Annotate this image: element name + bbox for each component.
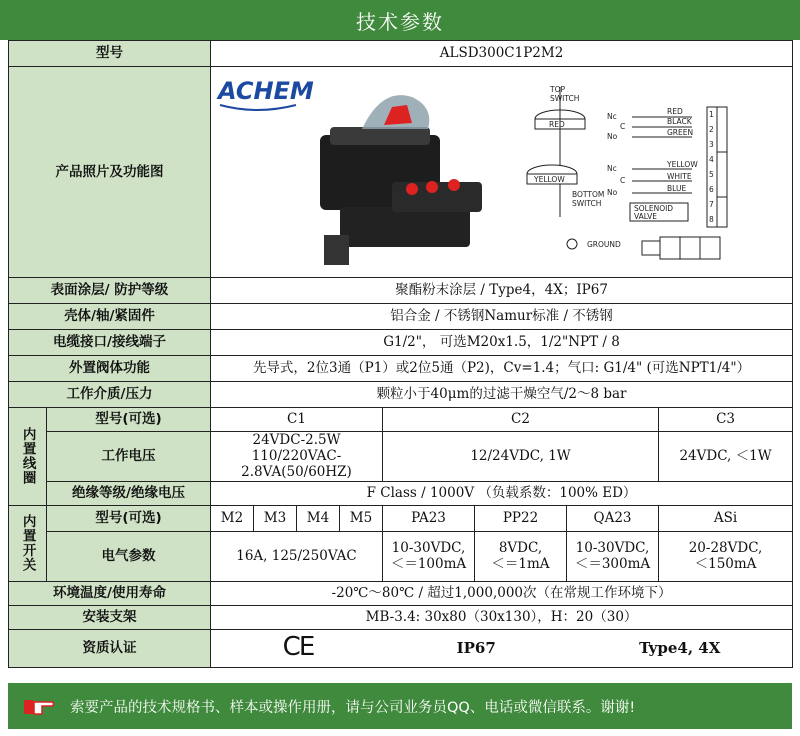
switch-model-m5: M5 xyxy=(340,505,383,531)
svg-text:BLACK: BLACK xyxy=(666,117,692,127)
insulation-label: 绝缘等级/绝缘电压 xyxy=(47,481,211,505)
svg-text:5: 5 xyxy=(708,170,714,180)
product-photo xyxy=(320,95,482,265)
svg-text:Nc: Nc xyxy=(606,112,617,122)
medium-value: 颗粒小于40μm的过滤干燥空气/2～8 bar xyxy=(211,382,793,408)
svg-text:YELLOW: YELLOW xyxy=(666,160,698,170)
svg-text:BLUE: BLUE xyxy=(666,184,686,194)
coil-voltage-c2: 12/24VDC, 1W xyxy=(383,432,659,482)
coil-voltage-c1: 24VDC-2.5W 110/220VAC-2.8VA(50/60HZ) xyxy=(211,432,383,482)
coil-voltage-c3: 24VDC, ＜1W xyxy=(659,432,793,482)
env-label: 环境温度/使用寿命 xyxy=(9,581,211,605)
insulation-value: F Class / 1000V （负载系数：100% ED） xyxy=(211,481,793,505)
medium-label: 工作介质/压力 xyxy=(9,382,211,408)
switch-group-label: 内置开关 xyxy=(9,505,47,581)
svg-text:BOTTOM: BOTTOM xyxy=(571,190,604,200)
coating-value: 聚酯粉末涂层 / Type4，4X；IP67 xyxy=(211,278,793,304)
svg-text:SWITCH: SWITCH xyxy=(571,199,601,209)
photo-label: 产品照片及功能图 xyxy=(9,67,211,278)
switch-model-pp22: PP22 xyxy=(475,505,567,531)
switch-model-m3: M3 xyxy=(254,505,297,531)
switch-model-pa23: PA23 xyxy=(383,505,475,531)
switch-model-label: 型号(可选) xyxy=(47,505,211,531)
shell-label: 壳体/轴/紧固件 xyxy=(9,304,211,330)
svg-text:WHITE: WHITE xyxy=(666,172,692,182)
spec-table xyxy=(8,40,793,668)
coating-label: 表面涂层/ 防护等级 xyxy=(9,278,211,304)
wiring-diagram xyxy=(527,85,727,259)
valve-label: 外置阀体功能 xyxy=(9,356,211,382)
footer-bar xyxy=(8,683,792,729)
svg-text:6: 6 xyxy=(708,185,714,195)
product-photo-and-diagram xyxy=(211,67,793,278)
svg-text:8: 8 xyxy=(708,215,714,225)
switch-model-m2: M2 xyxy=(211,505,254,531)
svg-text:2: 2 xyxy=(708,125,714,135)
ce-mark: CE xyxy=(282,632,314,663)
svg-text:GREEN: GREEN xyxy=(666,128,693,138)
switch-model-asi: ASi xyxy=(659,505,793,531)
svg-text:No: No xyxy=(606,132,617,142)
ip67-cert: IP67 xyxy=(456,639,496,658)
type4-cert: Type4, 4X xyxy=(639,639,721,658)
switch-model-m4: M4 xyxy=(297,505,340,531)
switch-model-qa23: QA23 xyxy=(567,505,659,531)
coil-model-label: 型号(可选) xyxy=(47,408,211,432)
model-value: ALSD300C1P2M2 xyxy=(211,41,793,67)
svg-text:No: No xyxy=(606,188,617,198)
coil-model-c3: C3 xyxy=(659,408,793,432)
shell-value: 铝合金 / 不锈钢Namur标准 / 不锈钢 xyxy=(211,304,793,330)
switch-elec-m: 16A, 125/250VAC xyxy=(211,531,383,581)
coil-group-label: 内置线圈 xyxy=(9,408,47,506)
svg-text:1: 1 xyxy=(708,110,714,120)
svg-text:YELLOW: YELLOW xyxy=(533,175,565,185)
svg-text:C: C xyxy=(619,122,625,132)
svg-text:SOLENOID: SOLENOID xyxy=(633,204,673,214)
cable-label: 电缆接口/接线端子 xyxy=(9,330,211,356)
switch-elec-asi: 20-28VDC, ＜150mA xyxy=(659,531,793,581)
svg-text:SWITCH: SWITCH xyxy=(549,94,579,104)
svg-text:VALVE: VALVE xyxy=(633,212,657,222)
svg-text:3: 3 xyxy=(708,140,714,150)
cable-value: G1/2"， 可选M20x1.5，1/2"NPT / 8 xyxy=(211,330,793,356)
cert-label: 资质认证 xyxy=(9,629,211,667)
switch-elec-pp22: 8VDC, ＜＝1mA xyxy=(475,531,567,581)
switch-elec-label: 电气参数 xyxy=(47,531,211,581)
switch-elec-pa23: 10-30VDC, ＜＝100mA xyxy=(383,531,475,581)
product-diagram xyxy=(212,67,792,272)
svg-text:7: 7 xyxy=(708,200,714,210)
switch-elec-qa23: 10-30VDC, ＜＝300mA xyxy=(567,531,659,581)
env-value: -20℃～80℃ / 超过1,000,000次（在常规工作环境下） xyxy=(211,581,793,605)
achem-logo: ACHEM xyxy=(217,77,314,106)
page-title: 技术参数 xyxy=(0,0,800,40)
coil-model-c2: C2 xyxy=(383,408,659,432)
cert-values xyxy=(211,629,793,667)
coil-voltage-label: 工作电压 xyxy=(47,432,211,482)
pointing-hand-icon xyxy=(22,694,56,718)
svg-text:GROUND: GROUND xyxy=(586,240,621,250)
bracket-label: 安装支架 xyxy=(9,605,211,629)
valve-value: 先导式，2位3通（P1）或2位5通（P2)，Cv=1.4；气口: G1/4" (可选NPT1/4"） xyxy=(211,356,793,382)
svg-text:RED: RED xyxy=(666,107,683,117)
svg-text:TOP: TOP xyxy=(549,85,565,95)
model-label: 型号 xyxy=(9,41,211,67)
svg-text:RED: RED xyxy=(548,120,565,130)
svg-text:4: 4 xyxy=(708,155,714,165)
coil-model-c1: C1 xyxy=(211,408,383,432)
footer-text: 索要产品的技术规格书、样本或操作用册，请与公司业务员QQ、电话或微信联系。谢谢! xyxy=(70,699,636,716)
svg-text:Nc: Nc xyxy=(606,164,617,174)
svg-text:C: C xyxy=(619,176,625,186)
bracket-value: MB-3.4: 30x80（30x130），H：20（30） xyxy=(211,605,793,629)
